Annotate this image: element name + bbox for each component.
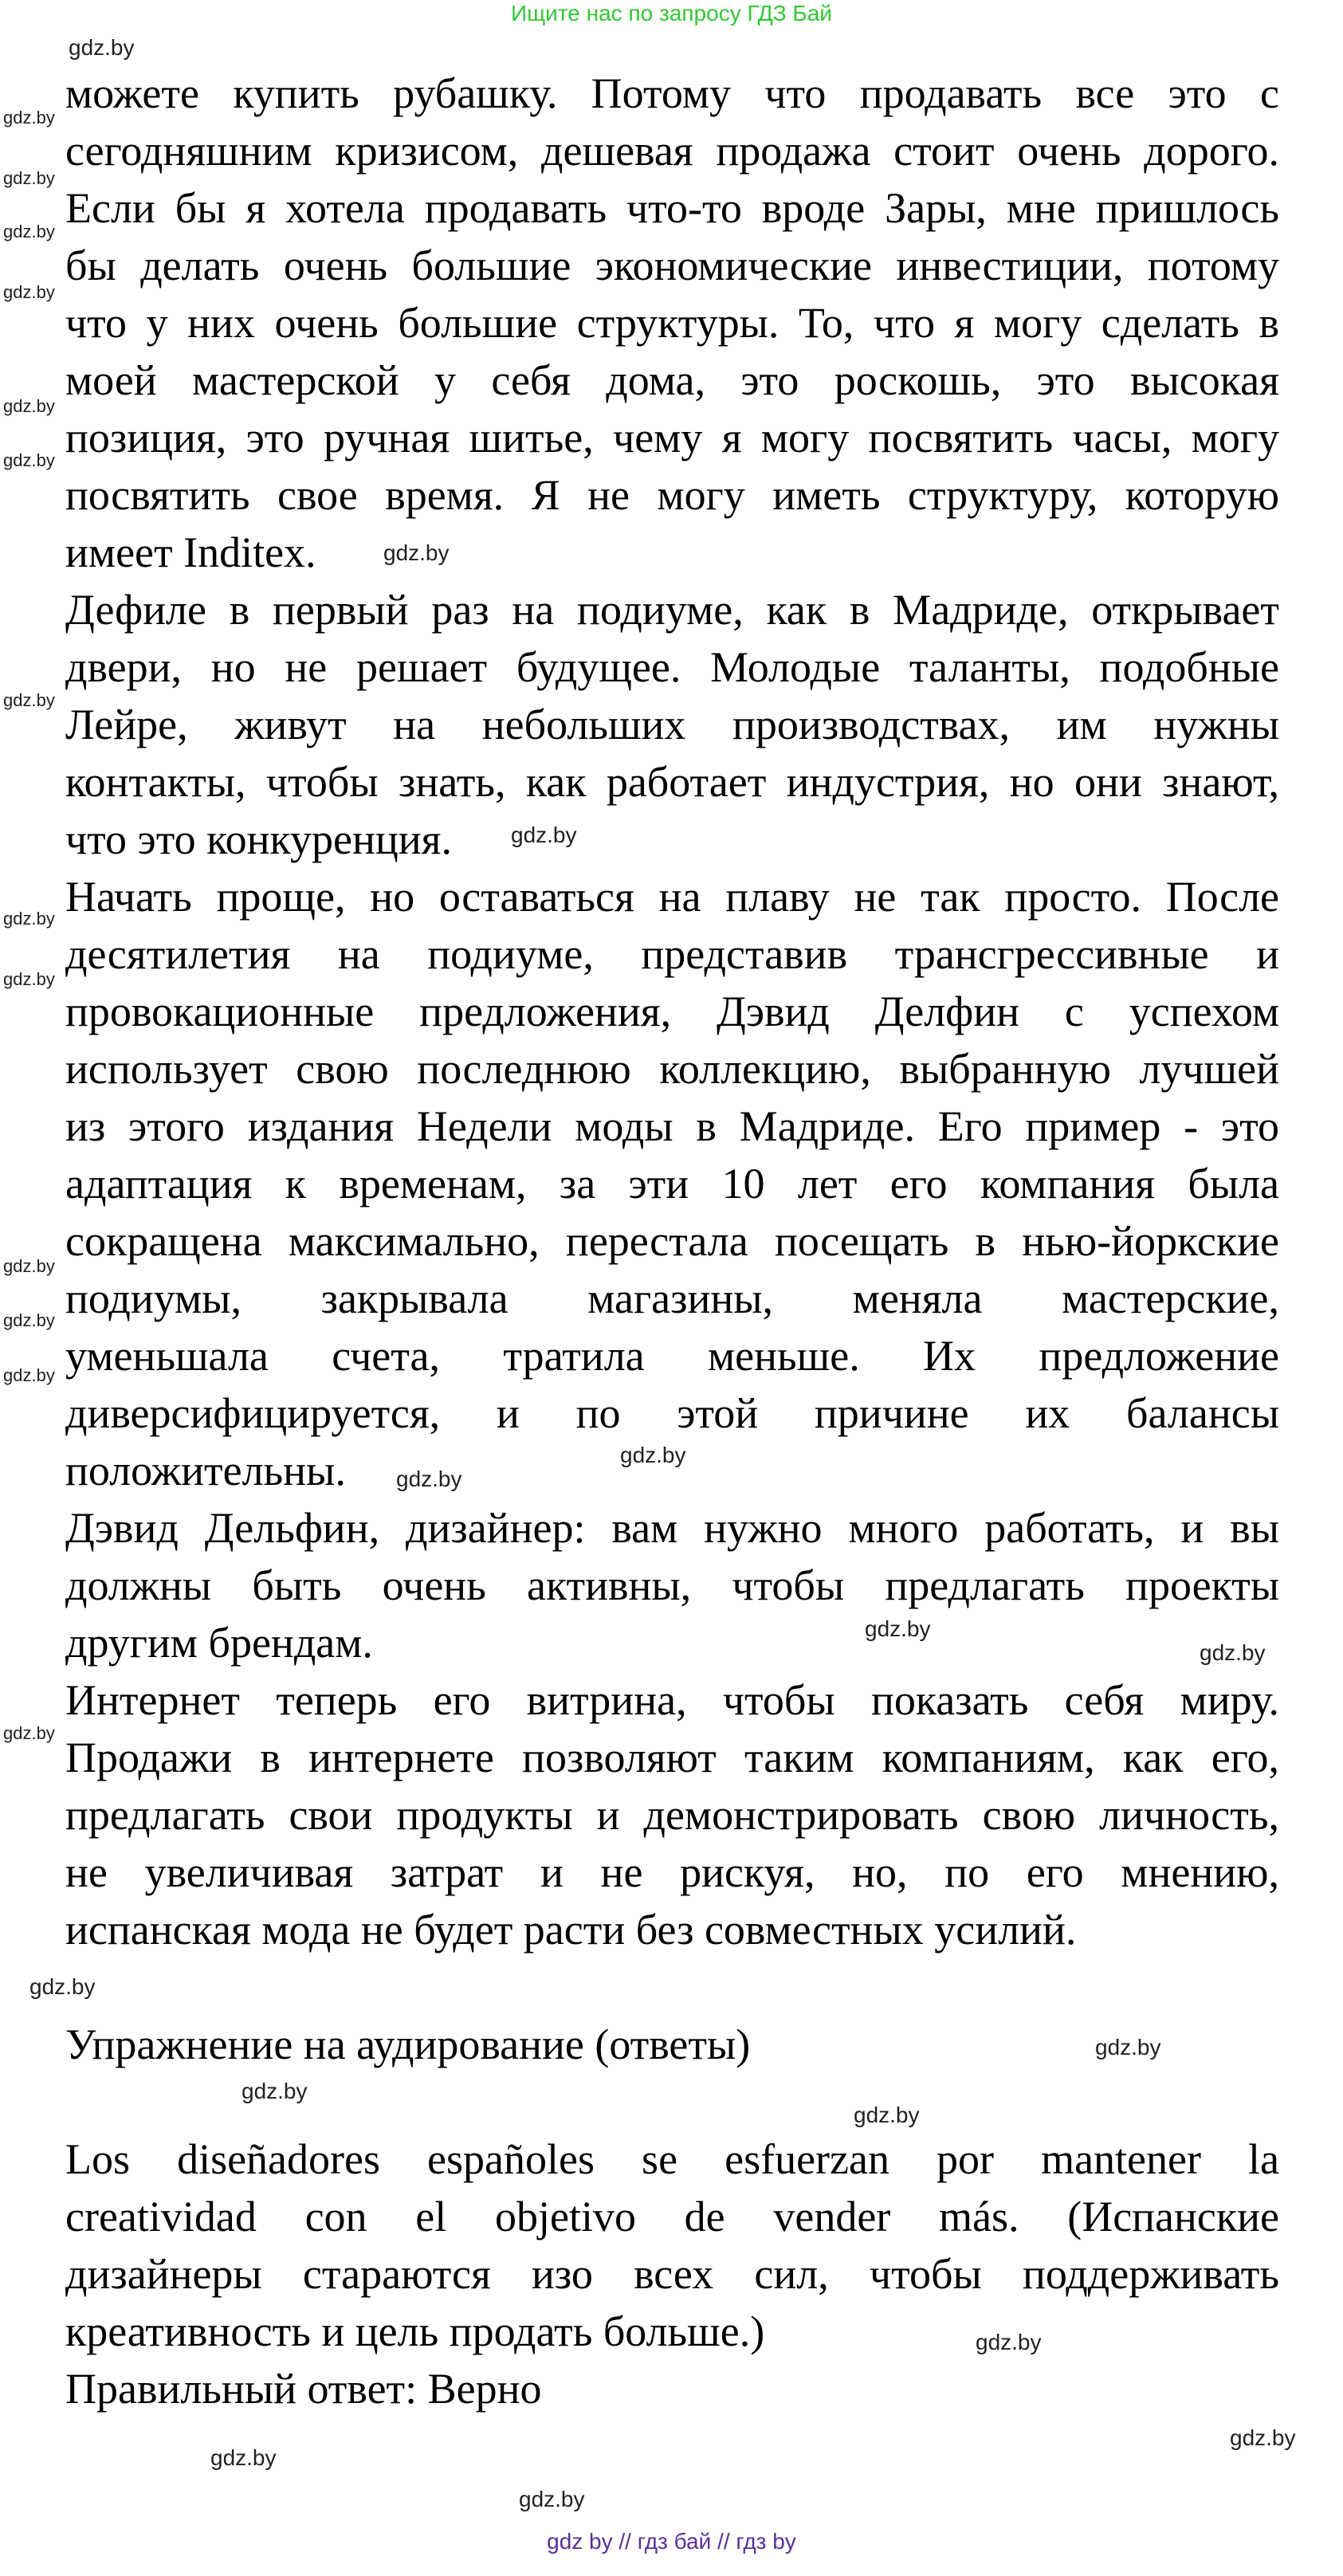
text-line: Дэвид Дельфин, дизайнер: вам нужно много работать, и вы: [65, 1504, 1279, 1552]
watermark: gdz.by: [620, 1443, 686, 1467]
watermark: gdz.by: [383, 540, 450, 565]
text-line: диверсифицируется, и по этой причине их балансы: [65, 1389, 1279, 1437]
text-line: должны быть очень активны, чтобы предлагать проекты: [65, 1561, 1279, 1609]
watermark: gdz.by: [3, 1365, 55, 1385]
watermark: gdz.by: [29, 1974, 96, 1999]
text-line: имеет Inditex.: [65, 528, 316, 576]
text-line: Интернет теперь его витрина, чтобы показать себя миру.: [65, 1676, 1279, 1724]
text-line: бы делать очень большие экономические инвестиции, потому: [65, 242, 1279, 289]
paragraph: [65, 1671, 1279, 1958]
text-line: Дефиле в первый раз на подиуме, как в Мадриде, открывает: [65, 586, 1279, 634]
text-line: испанская мода не будет расти без совместных усилий.: [65, 1906, 1077, 1954]
document-body: [65, 65, 1279, 2417]
text-line: Упражнение на аудирование (ответы): [65, 2020, 751, 2068]
watermark: gdz.by: [69, 35, 135, 60]
text-line: что это конкуренция.: [65, 815, 452, 863]
text-line: адаптация к временам, за эти 10 лет его компания была: [65, 1160, 1279, 1208]
text-line: двери, но не решает будущее. Молодые таланты, подобные: [65, 643, 1279, 691]
text-line: подиумы, закрывала магазины, меняла мастерские,: [65, 1274, 1279, 1322]
watermark: gdz.by: [242, 2079, 308, 2103]
watermark: gdz.by: [3, 450, 55, 470]
text-line: Правильный ответ: Верно: [65, 2365, 542, 2413]
text-line: что у них очень большие структуры. То, что я могу сделать в: [65, 299, 1279, 347]
paragraph: [65, 2360, 1279, 2417]
watermark: gdz.by: [3, 690, 55, 710]
footer-links[interactable]: gdz by // гдз бай // гдз by: [547, 2529, 796, 2554]
text-line: дизайнеры стараются изо всех сил, чтобы поддерживать: [65, 2250, 1279, 2298]
watermark: gdz.by: [210, 2445, 277, 2470]
watermark: gdz.by: [396, 1467, 462, 1491]
text-line: сегодняшним кризисом, дешевая продажа стоит очень дорого.: [65, 127, 1279, 175]
watermark: gdz.by: [3, 396, 55, 416]
text-line: креативность и цель продать больше.): [65, 2307, 765, 2355]
text-line: Начать проще, но оставаться на плаву не так просто. После: [65, 873, 1279, 921]
text-line: посвятить свое время. Я не могу иметь структуру, которую: [65, 471, 1279, 519]
text-line: провокационные предложения, Дэвид Делфин с успехом: [65, 988, 1279, 1035]
watermark: gdz.by: [1200, 1640, 1266, 1665]
text-line: десятилетия на подиуме, представив трансгрессивные и: [65, 930, 1279, 978]
watermark: gdz.by: [3, 108, 55, 128]
text-line: положительны.: [65, 1447, 346, 1494]
watermark: gdz.by: [865, 1616, 931, 1641]
text-line: из этого издания Недели моды в Мадриде. Его пример - это: [65, 1102, 1279, 1150]
watermark: gdz.by: [3, 168, 55, 188]
watermark: gdz.by: [3, 282, 55, 302]
spacer: [65, 1958, 1279, 2016]
text-line: Лейре, живут на небольших производствах, им нужны: [65, 701, 1279, 748]
paragraph: [65, 581, 1279, 868]
paragraph: [65, 868, 1279, 1499]
text-line: использует свою последнюю коллекцию, выбранную лучшей: [65, 1045, 1279, 1093]
text-line: Если бы я хотела продавать что-то вроде Зары, мне пришлось: [65, 184, 1279, 232]
text-line: предлагать свои продукты и демонстрировать свою личность,: [65, 1791, 1279, 1839]
watermark: gdz.by: [511, 823, 577, 847]
text-line: другим брендам.: [65, 1619, 373, 1667]
text-line: Los diseñadores españoles se esfuerzan por mantener la: [65, 2135, 1279, 2183]
text-line: сокращена максимально, перестала посещать в нью-йоркские: [65, 1217, 1279, 1265]
watermark: gdz.by: [3, 1723, 55, 1743]
text-line: контакты, чтобы знать, как работает индустрия, но они знают,: [65, 758, 1279, 806]
watermark: gdz.by: [976, 2330, 1042, 2354]
paragraph: [65, 2130, 1279, 2360]
watermark: gdz.by: [519, 2487, 585, 2511]
text-line: моей мастерской у себя дома, это роскошь, это высокая: [65, 356, 1279, 404]
watermark: gdz.by: [1230, 2425, 1296, 2450]
watermark: gdz.by: [3, 909, 55, 929]
paragraph: [65, 1499, 1279, 1671]
watermark: gdz.by: [3, 222, 55, 242]
text-line: creatividad con el objetivo de vender más. (Испанские: [65, 2193, 1279, 2240]
text-line: уменьшала счета, тратила меньше. Их предложение: [65, 1332, 1279, 1380]
watermark: gdz.by: [3, 1256, 55, 1276]
watermark: gdz.by: [3, 969, 55, 989]
text-line: можете купить рубашку. Потому что продавать все это с: [65, 69, 1279, 117]
paragraph: [65, 65, 1279, 581]
text-line: позиция, это ручная шитье, чему я могу посвятить часы, могу: [65, 414, 1279, 461]
watermark: gdz.by: [854, 2103, 920, 2127]
text-line: не увеличивая затрат и не рискуя, но, по его мнению,: [65, 1848, 1279, 1896]
search-hint-banner: Ищите нас по запросу ГДЗ Бай: [510, 1, 833, 26]
watermark: gdz.by: [3, 1310, 55, 1330]
watermark: gdz.by: [1095, 2035, 1161, 2060]
text-line: Продажи в интернете позволяют таким компаниям, как его,: [65, 1734, 1279, 1781]
